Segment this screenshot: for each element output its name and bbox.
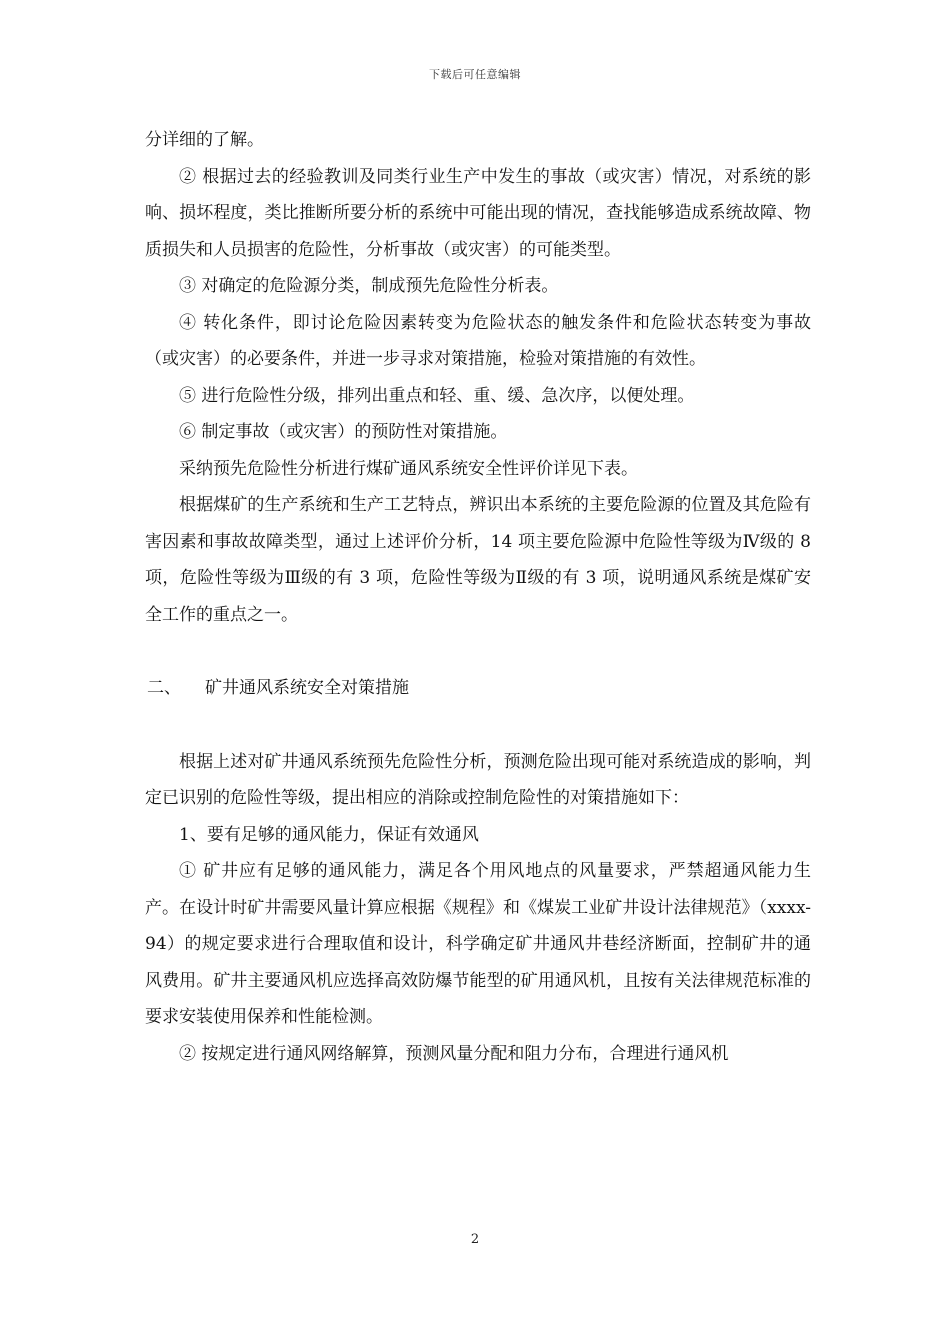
section-heading-number: 二、	[147, 678, 181, 698]
paragraph-summary: 根据煤矿的生产系统和生产工艺特点，辨识出本系统的主要危险源的位置及其危险有害因素和事故故障类型，通过上述评价分析，14 项主要危险源中危险性等级为Ⅳ级的 8 项，危险性等级为Ⅲ级的有 3 项，危险性等级为Ⅱ级的有 3 项，说明通风系统是煤矿安全工作的重点之一。	[145, 495, 811, 625]
paragraph-table-reference: 采纳预先危险性分析进行煤矿通风系统安全性评价详见下表。	[179, 458, 638, 479]
list-item-2: ② 根据过去的经验教训及同类行业生产中发生的事故（或灾害）情况，对系统的影响、损坏程度，类比推断所要分析的系统中可能出现的情况，查找能够造成系统故障、物质损失和人员损害的危险性，分析事故（或灾害）的可能类型。	[145, 166, 811, 260]
spacer	[145, 707, 811, 744]
list-item-5: ⑤ 进行危险性分级，排列出重点和轻、重、缓、急次序，以便处理。	[179, 385, 695, 406]
spacer	[145, 633, 811, 670]
page-header: 下载后可任意编辑	[429, 68, 521, 81]
subsection-heading: 1、要有足够的通风能力，保证有效通风	[179, 824, 479, 845]
list-item-4: ④ 转化条件，即讨论危险因素转变为危险状态的触发条件和危险状态转变为事故（或灾害）的必要条件，并进一步寻求对策措施，检验对策措施的有效性。	[145, 312, 811, 369]
page-number: 2	[470, 1232, 480, 1247]
paragraph-intro: 根据上述对矿井通风系统预先危险性分析，预测危险出现可能对系统造成的影响，判定已识别的危险性等级，提出相应的消除或控制危险性的对策措施如下：	[145, 751, 811, 808]
list-item-3: ③ 对确定的危险源分类，制成预先危险性分析表。	[179, 276, 559, 296]
list-item-6: ⑥ 制定事故（或灾害）的预防性对策措施。	[179, 422, 508, 442]
section-heading	[145, 670, 811, 707]
document-body	[145, 122, 811, 1072]
list-item-2-network: ② 按规定进行通风网络解算，预测风量分配和阻力分布，合理进行通风机	[179, 1043, 729, 1064]
paragraph-continuation: 分详细的了解。	[145, 130, 264, 150]
list-item-1: ① 矿井应有足够的通风能力，满足各个用风地点的风量要求，严禁超通风能力生产。在设计时矿井需要风量计算应根据《规程》和《煤炭工业矿井设计法律规范》（xxxx-94）的规定要求进行合理取值和设计，科学确定矿井通风井巷经济断面，控制矿井的通风费用。矿井主要通风机应选择高效防爆节能型的矿用通风机，且按有关法律规范标准的要求安装使用保养和性能检测。	[145, 861, 811, 1027]
section-heading-text: 矿井通风系统安全对策措施	[205, 678, 409, 698]
